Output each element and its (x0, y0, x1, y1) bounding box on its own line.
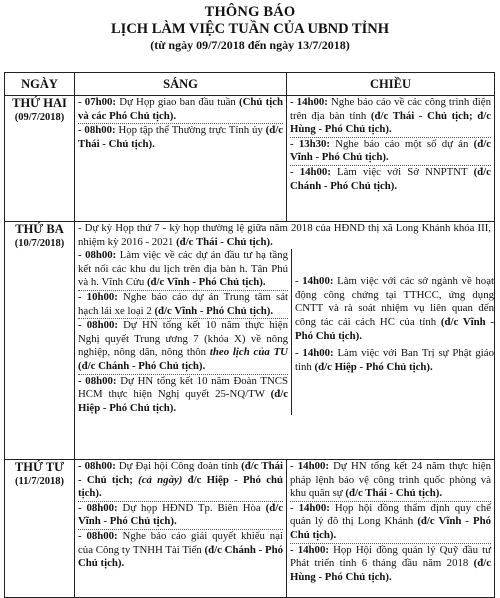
list-item: - 08h00: Làm việc về các dự án đầu tư hạ tầng kết nối các khu du lịch trên địa bàn h. Tân Phú và h. Vĩnh Cửu (đ/c Vĩnh - Phó Chủ tịch). (78, 249, 288, 289)
col-morning: SÁNG (75, 73, 287, 96)
list-item: - 08h00: Dự họp HĐND Tp. Biên Hòa (đ/c Vĩnh - Phó Chủ tịch). (78, 501, 283, 528)
full-day-item: - Dự kỳ Họp thứ 7 - kỳ họp thường lệ giữa năm 2018 của HĐND thị xã Long Khánh khóa III, nhiệm kỳ 2016 - 2021 (đ/c Thái - Chủ tịch). (78, 222, 491, 248)
list-item: - 14h00: Họp Hội đồng quản lý Quỹ đầu tư Phát triển tỉnh 6 tháng đầu năm 2018 (đ/c Hùng - Phó Chủ tịch). (290, 543, 491, 583)
tuesday-slots (75, 222, 495, 460)
list-item: - 14h00: Họp hội đồng thẩm định quy chế quản lý đô thị Long Khánh (đ/c Vĩnh - Phó Chủ tịch). (290, 501, 491, 541)
monday-morning (75, 96, 287, 222)
list-item: - 10h00: Nghe báo cáo dự án Trung tâm sát hạch lái xe loại 2 (đ/c Vĩnh - Phó Chủ tịch). (78, 290, 288, 317)
list-item: - 08h00: Dự HN tổng kết 10 năm thực hiện Nghị quyết Trung ương 7 (khóa X) về nông nghiệp, nông dân, nông thôn theo lịch của TU (đ/c Chánh - Phó Chủ tịch). (78, 319, 288, 372)
list-item: - 08h00: Họp tập thể Thường trực Tỉnh ủy (đ/c Thái - Chủ tịch). (78, 124, 283, 150)
notice-title: THÔNG BÁO (204, 4, 296, 20)
wednesday-morning (75, 460, 287, 598)
day-date: (11/7/2018) (15, 476, 64, 487)
row-monday (5, 96, 495, 222)
day-tuesday (5, 222, 75, 460)
row-wednesday (5, 460, 495, 598)
list-item: - 07h00: Dự Họp giao ban đầu tuần (Chủ tịch và các Phó Chủ tịch). (78, 96, 283, 122)
tuesday-split (75, 249, 494, 415)
day-name: THỨ BA (15, 222, 64, 236)
list-item: - 14h00: Nghe báo cáo về các công trình điện trên địa bàn tỉnh (đ/c Thái - Chủ tịch; đ/c Hùng - Phó Chủ tịch). (290, 96, 491, 136)
monday-afternoon (287, 96, 495, 222)
list-item: - 08h00: Nghe báo cáo giải quyết khiếu nại của Công ty TNHH Tài Tiến (đ/c Chánh - Phó Chủ tịch). (78, 529, 284, 570)
col-afternoon: CHIỀU (287, 73, 495, 96)
wednesday-afternoon (287, 460, 495, 598)
date-range: (từ ngày 09/7/2018 đến ngày 13/7/2018) (150, 38, 350, 52)
day-name: THỨ HAI (12, 96, 67, 110)
tuesday-morning (75, 249, 292, 415)
list-item: - 14h00: Dự HN tổng kết 24 năm thực hiện pháp lệnh bảo vệ công trình quốc phòng và khu quân sự (đ/c Thái - Chủ tịch). (290, 460, 491, 500)
list-item: - 08h00: Dự HN tổng kết 10 năm Đoàn TNCS HCM thực hiện Nghị quyết 25-NQ/TW (đ/c Hiệp - Phó Chủ tịch). (78, 374, 288, 414)
list-item: - 08h00: Dự Đại hội Công đoàn tỉnh (đ/c Thái - Chủ tịch; (cả ngày) đ/c Hiệp - Phó chủ tịch). (78, 460, 283, 500)
col-day: NGÀY (5, 73, 75, 96)
day-name: THỨ TƯ (14, 460, 65, 474)
schedule-title: LỊCH LÀM VIỆC TUẦN CỦA UBND TỈNH (111, 21, 389, 37)
schedule-table (4, 72, 495, 598)
day-date: (09/7/2018) (14, 112, 65, 123)
list-item: - 14h00: Làm việc với Sở NNPTNT (đ/c Chánh - Phó Chủ tịch). (290, 165, 491, 192)
list-item: - 13h30: Nghe báo cáo một số dự án (đ/c Vĩnh - Phó Chủ tịch). (290, 137, 491, 164)
day-monday (5, 96, 75, 222)
list-item: - 14h00: Làm việc với Ban Trị sự Phật giáo tỉnh (đ/c Hiệp - Phó Chủ tịch). (295, 347, 494, 373)
list-item: - 14h00: Làm việc với các sở ngành về hoạt động công chứng tại TTHCC, ứng dụng CNTT và rà soát nhiệm vụ liên quan đến công tác cải cách HC của tỉnh (đ/c Vĩnh - Phó Chủ tịch). (295, 275, 495, 342)
header-row (5, 73, 495, 96)
tuesday-afternoon (292, 249, 494, 415)
day-date: (10/7/2018) (14, 238, 65, 249)
day-wednesday (5, 460, 75, 598)
header (0, 0, 500, 53)
row-tuesday (5, 222, 495, 460)
